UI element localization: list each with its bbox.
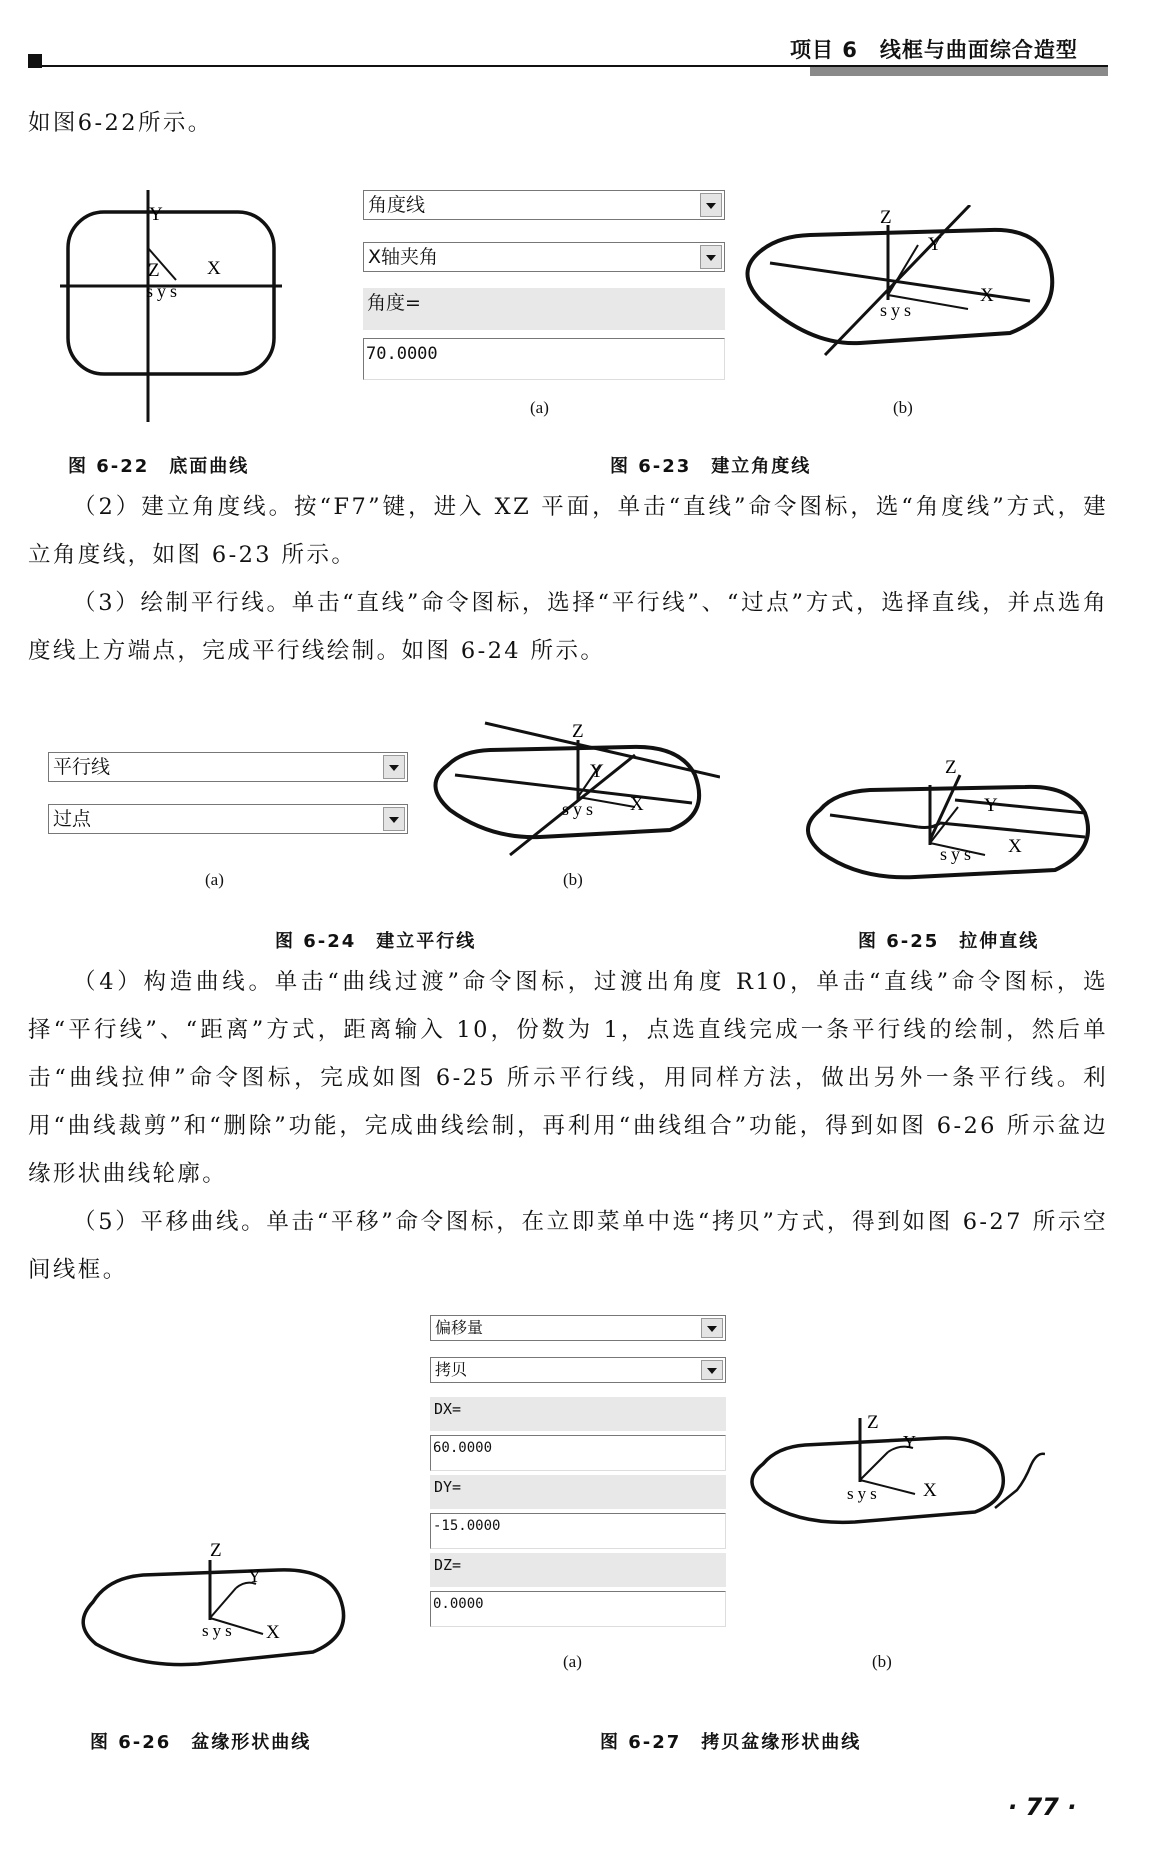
sys-label: sys bbox=[940, 844, 976, 864]
axis-y-label: Y bbox=[928, 234, 942, 255]
chevron-down-icon[interactable] bbox=[701, 1360, 723, 1380]
page-number: · 77 · bbox=[1008, 1793, 1077, 1821]
sys-label: sys bbox=[562, 799, 598, 819]
figure-6-27b-drawing bbox=[745, 1410, 1045, 1540]
dy-input[interactable]: -15.0000 bbox=[430, 1513, 726, 1549]
axis-z-label: Z bbox=[945, 757, 957, 778]
y-axis bbox=[210, 1588, 236, 1618]
body-block-2 bbox=[28, 958, 1108, 1294]
base-outline bbox=[83, 1570, 343, 1665]
figure-6-27b-label: (b) bbox=[872, 1652, 892, 1671]
offset-mode-value: 偏移量 bbox=[435, 1318, 484, 1337]
dx-input[interactable]: 60.0000 bbox=[430, 1435, 726, 1471]
line-type-value: 平行线 bbox=[53, 756, 111, 778]
figure-6-27-caption: 图 6-27 拷贝盆缘形状曲线 bbox=[600, 1732, 862, 1753]
base-outline bbox=[435, 747, 699, 837]
figure-6-24-caption: 图 6-24 建立平行线 bbox=[275, 931, 477, 952]
axis-z-label: Z bbox=[572, 721, 584, 742]
dz-label: DZ= bbox=[430, 1553, 726, 1587]
chevron-down-icon[interactable] bbox=[701, 1318, 723, 1338]
angle-input[interactable]: 70.0000 bbox=[363, 338, 725, 380]
translate-panel bbox=[430, 1315, 726, 1637]
line-type-dropdown[interactable] bbox=[363, 190, 725, 220]
figure-6-24a-label: (a) bbox=[205, 870, 224, 889]
figure-6-26-caption: 图 6-26 盆缘形状曲线 bbox=[90, 1732, 312, 1753]
axis-y-label: Y bbox=[149, 204, 163, 225]
paragraph-5: （5）平移曲线。单击“平移”命令图标，在立即菜单中选“拷贝”方式，得到如图 6-27 所示空间线框。 bbox=[28, 1209, 1108, 1283]
base-outline bbox=[752, 1438, 1003, 1522]
axis-x-label: X bbox=[266, 1622, 280, 1643]
axis-x-label: X bbox=[630, 794, 644, 815]
figure-6-23-caption: 图 6-23 建立角度线 bbox=[610, 456, 812, 477]
sys-label: sys bbox=[202, 1621, 236, 1640]
copy-mode-value: 拷贝 bbox=[435, 1360, 468, 1379]
angle-mode-value: X轴夹角 bbox=[368, 246, 439, 268]
dz-input[interactable]: 0.0000 bbox=[430, 1591, 726, 1627]
dy-label: DY= bbox=[430, 1475, 726, 1509]
angle-line bbox=[825, 205, 970, 355]
figure-6-25-caption: 图 6-25 拉伸直线 bbox=[858, 931, 1040, 952]
chevron-down-icon[interactable] bbox=[383, 755, 405, 779]
axis-y-label: Y bbox=[903, 1432, 916, 1452]
figure-6-24b-label: (b) bbox=[563, 870, 583, 889]
chevron-down-icon[interactable] bbox=[700, 245, 722, 269]
paragraph-4: （4）构造曲线。单击“曲线过渡”命令图标，过渡出角度 R10，单击“直线”命令图标，选择“平行线”、“距离”方式，距离输入 10，份数为 1，点选直线完成一条平行线的绘制，然后单击“曲线拉伸”命令图标，完成如图 6-25 所示平行线，用同样方法，做出另外一条平行线。利用“曲线裁剪”和“删除”功能，完成曲线绘制，再利用“曲线组合”功能，得到如图 6-26 所示盆边缘形状曲线轮廓。 bbox=[28, 969, 1108, 1187]
figure-6-22-caption: 图 6-22 底面曲线 bbox=[68, 456, 250, 477]
angle-line bbox=[930, 775, 960, 840]
axis-x-label: X bbox=[923, 1480, 937, 1501]
dx-label: DX= bbox=[430, 1397, 726, 1431]
axis-y-label: Y bbox=[590, 761, 604, 782]
paragraph-3: （3）绘制平行线。单击“直线”命令图标，选择“平行线”、“过点”方式，选择直线，并点选角度线上方端点，完成平行线绘制。如图 6-24 所示。 bbox=[28, 590, 1108, 664]
axis-y-label: Y bbox=[984, 795, 998, 816]
axis-z-label: Z bbox=[880, 207, 892, 228]
intro-text: 如图6-22所示。 bbox=[28, 110, 213, 136]
sys-label: sys bbox=[880, 300, 916, 320]
chevron-down-icon[interactable] bbox=[700, 193, 722, 217]
figure-6-23a-label: (a) bbox=[530, 398, 549, 417]
figure-6-23b-label: (b) bbox=[893, 398, 913, 417]
figure-6-26-drawing bbox=[78, 1540, 358, 1680]
axis-z-label: Z bbox=[148, 260, 160, 281]
angle-label: 角度= bbox=[363, 288, 725, 330]
base-midline-left bbox=[830, 815, 918, 827]
parallel-mode-dropdown[interactable] bbox=[48, 804, 408, 834]
stretched-parallel-line bbox=[940, 823, 1085, 837]
axis-y-label: Y bbox=[248, 1566, 261, 1586]
chevron-down-icon[interactable] bbox=[383, 807, 405, 831]
parallel-mode-value: 过点 bbox=[53, 808, 92, 830]
angle-line-panel bbox=[363, 190, 725, 388]
axis-x-label: X bbox=[207, 258, 221, 279]
axis-z-label: Z bbox=[867, 1412, 879, 1433]
figure-6-25-drawing bbox=[800, 745, 1100, 895]
sys-label: sys bbox=[847, 1484, 881, 1503]
axis-x-label: X bbox=[1008, 836, 1022, 857]
y-axis bbox=[888, 245, 918, 295]
line-type-value: 角度线 bbox=[368, 194, 426, 216]
paragraph-2: （2）建立角度线。按“F7”键，进入 XZ 平面，单击“直线”命令图标，选“角度线”方式，建立角度线，如图 6-23 所示。 bbox=[28, 494, 1108, 568]
sys-label: sys bbox=[146, 281, 182, 301]
axis-x-label: X bbox=[980, 285, 994, 306]
header-bar bbox=[810, 67, 1108, 76]
y-axis bbox=[860, 1452, 888, 1480]
base-outline bbox=[747, 230, 1052, 343]
header-title: 项目 6 线框与曲面综合造型 bbox=[790, 38, 1078, 62]
axis-z-label: Z bbox=[210, 1540, 222, 1561]
angle-mode-dropdown[interactable] bbox=[363, 242, 725, 272]
copy-mode-dropdown[interactable] bbox=[430, 1357, 726, 1383]
figure-6-23b-drawing bbox=[740, 205, 1070, 365]
offset-mode-dropdown[interactable] bbox=[430, 1315, 726, 1341]
parallel-line-panel bbox=[48, 752, 408, 842]
line-type-dropdown[interactable] bbox=[48, 752, 408, 782]
figure-6-27a-label: (a) bbox=[563, 1652, 582, 1671]
figure-6-24b-drawing bbox=[430, 715, 720, 865]
body-block-1 bbox=[28, 483, 1108, 675]
parallel-line bbox=[955, 800, 1085, 813]
figure-6-22-drawing bbox=[60, 190, 290, 430]
